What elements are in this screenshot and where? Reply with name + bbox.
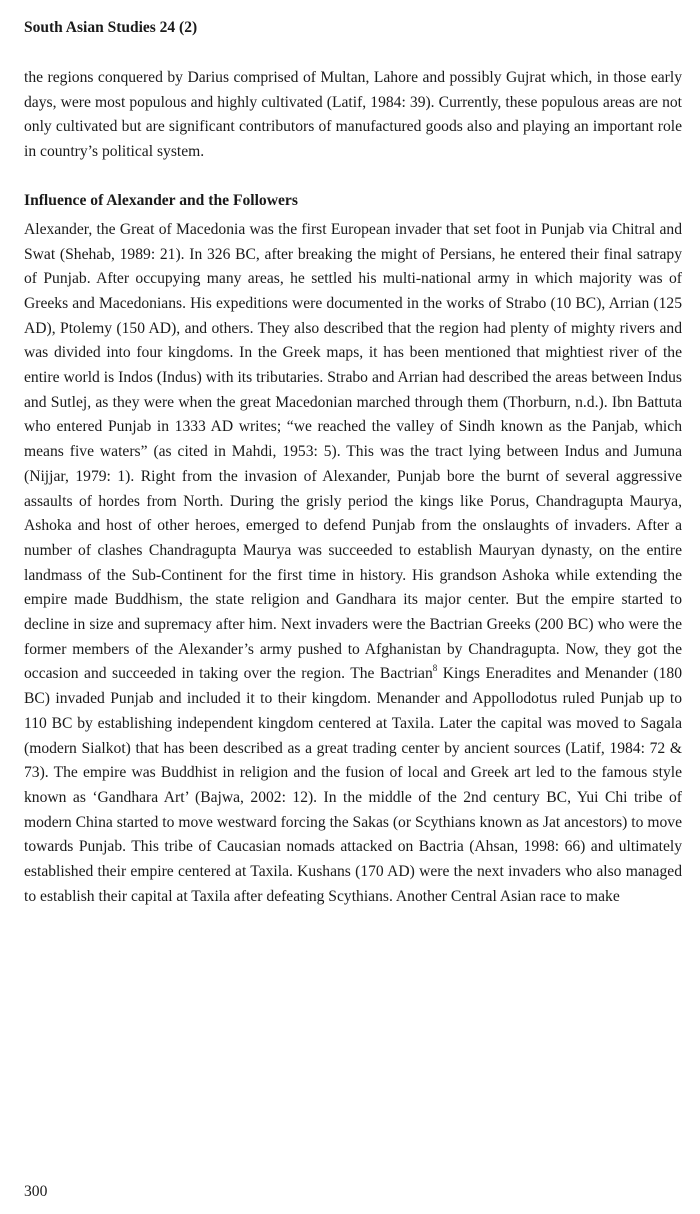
body-text-after-footnote: Kings Eneradites and Menander (180 BC) invaded Punjab and included it to their kingdom. Menander and Appollodotus ruled Punjab up to 110 BC by establishing independent kingdom centered at Taxila. Later the capital was moved to Sagala (modern Sialkot) that has been described as a great trading center by ancient sources (Latif, 1984: 72 & 73). The empire was Buddhist in religion and the fusion of local and Greek art led to the famous style known as ‘Gandhara Art’ (Bajwa, 2002: 12). In the middle of the 2nd century BC, Yui Chi tribe of modern China started to move westward forcing the Sakas (or Scythians known as Jat ancestors) to move towards Punjab. This tribe of Caucasian nomads attacked on Bactria (Ahsan, 1998: 66) and ultimately established their empire centered at Taxila. Kushans (170 AD) were the next invaders who also managed to establish their capital at Taxila after defeating Scythians. Another Central Asian race to make: [24, 665, 682, 905]
footnote-marker[interactable]: 8: [432, 663, 438, 674]
paragraph-continuation: the regions conquered by Darius comprised of Multan, Lahore and possibly Gujrat which, in those early days, were most populous and highly cultivated (Latif, 1984: 39). Currently, these populous areas are not only cultivated but are significant contributors of manufactured goods also and playing an important role in country’s political system.: [24, 69, 682, 161]
body-text-before-footnote: Alexander, the Great of Macedonia was the first European invader that set foot in Punjab via Chitral and Swat (Shehab, 1989: 21). In 326 BC, after breaking the might of Persians, he entered their final satrapy of Punjab. After occupying many areas, he settled his multi-national army in which majority was of Greeks and Macedonians. His expeditions were documented in the works of Strabo (10 BC), Arrian (125 AD), Ptolemy (150 AD), and others. They also described that the region had plenty of mighty rivers and was divided into four kingdoms. In the Greek maps, it has been mentioned that mightiest river of the entire world is Indos (Indus) with its tributaries. Strabo and Arrian had described the areas between Indus and Sutlej, as they were when the great Macedonian marched through them (Thorburn, n.d.). Ibn Battuta who entered Punjab in 1333 AD writes; “we reached the valley of Sindh known as the Panjab, which means five waters” (as cited in Mahdi, 1953: 5). This was the tract lying between Indus and Jumuna (Nijjar, 1979: 1). Right from the invasion of Alexander, Punjab bore the burnt of several aggressive assaults of hordes from North. During the grisly period the kings like Porus, Chandragupta Maurya, Ashoka and host of other heroes, emerged to defend Punjab from the onslaughts of invaders. After a number of clashes Chandragupta Maurya was succeeded to establish Mauryan dynasty, on the entire landmass of the Sub-Continent for the first time in history. His grandson Ashoka while extending the empire made Buddhism, the state religion and Gandhara its major center. But the empire started to decline in size and supremacy after him. Next invaders were the Bactrian Greeks (200 BC) who were the former members of the Alexander’s army pushed to Afghanistan by Chandragupta. Now, they got the occasion and succeeded in taking over the region. The Bactrian: [24, 220, 682, 683]
section-paragraph: [24, 218, 682, 910]
section-heading: Influence of Alexander and the Followers: [24, 191, 298, 209]
running-header: South Asian Studies 24 (2): [24, 19, 198, 36]
page-number: 300: [24, 1183, 48, 1200]
document-page: [24, 18, 682, 910]
